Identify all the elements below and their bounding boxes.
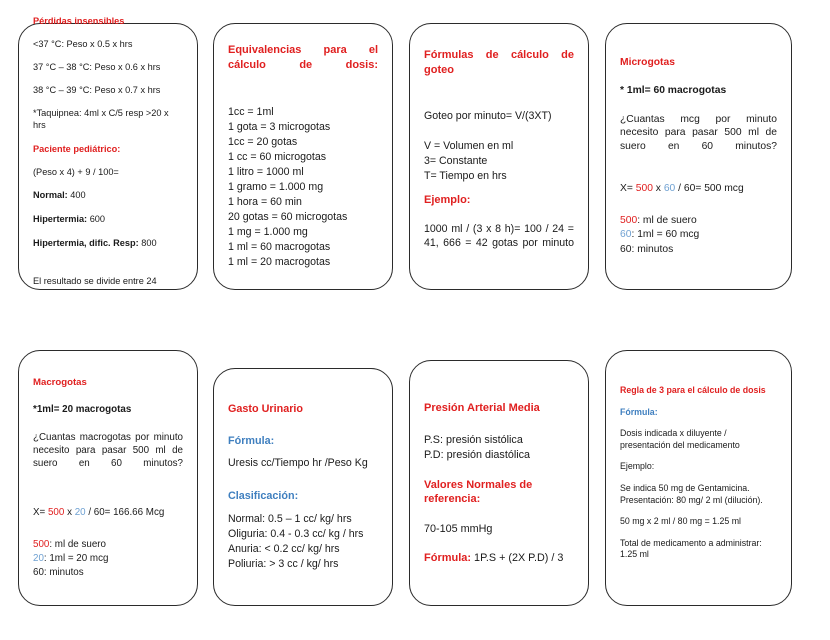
legend-text: : minutos — [43, 566, 84, 578]
list-item: Poliuria: > 3 cc / kg/ hrs — [228, 558, 339, 571]
legend-key: 60 — [33, 566, 44, 578]
reference-value: 70-105 mmHg — [424, 522, 493, 535]
equation-prefix: X= — [620, 183, 636, 195]
card-title: Regla de 3 para el cálculo de dosis — [620, 384, 766, 395]
card-microgotas — [605, 23, 792, 290]
list-item: 1cc = 20 gotas — [228, 135, 298, 148]
legend-item — [33, 538, 183, 552]
macrogotas-equation — [33, 507, 183, 520]
legend-key: 60 — [620, 243, 632, 255]
example-statement: Se indica 50 mg de Gentamicina. Presentación: 80 mg/ 2 ml (dilución). — [620, 483, 763, 505]
legend-text: : minutos — [631, 243, 674, 255]
pediatric-subtitle: Paciente pediátrico: — [33, 143, 121, 154]
card-title: Macrogotas — [33, 376, 87, 388]
formula-label: Fórmula: — [228, 434, 275, 447]
list-item: 1 mg = 1.000 mg — [228, 225, 308, 238]
legend-item — [620, 214, 777, 229]
card-title: Fórmulas de cálculo de goteo — [424, 49, 574, 76]
list-item: Oliguria: 0.4 - 0.3 cc/ kg / hrs — [228, 528, 364, 541]
example-label: Ejemplo: — [620, 461, 655, 472]
card-formulas-goteo — [409, 23, 589, 290]
microgotas-rule: * 1ml= 60 macrogotas — [620, 85, 727, 97]
value-hipertermia-label: Hipertermia: — [33, 213, 88, 224]
list-item: 1 gramo = 1.000 mg — [228, 180, 324, 193]
card-perdidas-insensibles — [18, 15, 198, 290]
temp-line-3: 38 °C – 39 °C: Peso x 0.7 x hrs — [33, 85, 161, 96]
list-item: P.D: presión diastólica — [424, 449, 531, 462]
list-item: 1 cc = 60 microgotas — [228, 150, 327, 163]
list-item: 1 ml = 20 macrogotas — [228, 255, 331, 268]
card-title: Equivalencias para el cálculo de dosis: — [228, 44, 378, 71]
value-normal — [33, 189, 183, 202]
equivalence-list — [228, 105, 378, 270]
definitions-list — [424, 433, 574, 464]
result-note: El resultado se divide entre 24 — [33, 276, 157, 287]
card-title: Pérdidas insensibles — [33, 15, 125, 26]
legend-item: 3= Constante — [424, 155, 488, 168]
macrogotas-question: ¿Cuantas macrogotas por minuto necesito para pasar 500 ml de suero en 60 minutos? — [33, 432, 183, 469]
formula-text: Dosis indicada x diluyente / presentación del medicamento — [620, 428, 740, 450]
equation-prefix: X= — [33, 506, 48, 518]
value-hipertermia-dific-number: 800 — [141, 238, 157, 249]
card-equivalencias — [213, 23, 393, 290]
list-item: Normal: 0.5 – 1 cc/ kg/ hrs — [228, 513, 352, 526]
example-text: 1000 ml / (3 x 8 h)= 100 / 24 = 41, 666 = 42 gotas por minuto — [424, 222, 574, 249]
card-title: Gasto Urinario — [228, 402, 303, 415]
legend-key: 20 — [33, 552, 44, 564]
legend-text: : 1ml = 60 mcg — [631, 229, 700, 241]
value-normal-number: 400 — [70, 189, 86, 200]
pam-formula — [424, 551, 574, 566]
list-item: 1 ml = 60 macrogotas — [228, 240, 331, 253]
goteo-formula: Goteo por minuto= V/(3XT) — [424, 110, 552, 123]
legend-text: : ml de suero — [49, 538, 106, 550]
value-normal-label: Normal: — [33, 189, 68, 200]
equation-factor: 60 — [663, 183, 676, 195]
equation-factor: 20 — [74, 506, 86, 518]
equation-operator: x — [64, 506, 75, 518]
card-macrogotas — [18, 350, 198, 606]
list-item: 1cc = 1ml — [228, 105, 274, 118]
legend-item — [620, 228, 777, 243]
microgotas-question: ¿Cuantas mcg por minuto necesito para pasar 500 ml de suero en 60 minutos? — [620, 113, 777, 152]
value-hipertermia-dific-label: Hipertermia, dific. Resp: — [33, 238, 139, 249]
legend-item — [33, 566, 183, 580]
formula-label: Fórmula: — [620, 406, 658, 417]
pediatric-values — [33, 189, 183, 250]
legend-key: 500 — [33, 538, 50, 550]
value-hipertermia-number: 600 — [89, 213, 106, 224]
legend-key: 500 — [620, 214, 638, 226]
example-calculation: 50 mg x 2 ml / 80 mg = 1.25 ml — [620, 516, 742, 527]
macrogotas-rule: *1ml= 20 macrogotas — [33, 404, 132, 416]
example-total: Total de medicamento a administrar: 1.25 ml — [620, 537, 762, 560]
list-item: 1 gota = 3 microgotas — [228, 120, 331, 133]
formula-value: 1P.S + (2X P.D) / 3 — [471, 551, 564, 564]
reference-label: Valores Normales de referencia: — [424, 478, 533, 506]
temp-line-2: 37 °C – 38 °C: Peso x 0.6 x hrs — [33, 62, 161, 73]
legend-item: V = Volumen en ml — [424, 140, 514, 152]
classification-list — [228, 512, 378, 572]
formula-text: Uresis cc/Tiempo hr /Peso Kg — [228, 457, 368, 470]
card-presion-arterial-media — [409, 360, 589, 606]
temp-line-1: <37 °C: Peso x 0.5 x hrs — [33, 38, 133, 49]
list-item: 1 hora = 60 min — [228, 195, 302, 208]
classification-label: Clasificación: — [228, 490, 299, 503]
card-regla-de-3 — [605, 350, 792, 606]
equation-volume: 500 — [635, 183, 653, 195]
list-item: P.S: presión sistólica — [424, 434, 523, 447]
card-gasto-urinario — [213, 368, 393, 606]
legend-text: : ml de suero — [637, 214, 697, 226]
legend-text: : 1ml = 20 mcg — [43, 552, 109, 564]
equation-result: / 60= 500 mcg — [675, 183, 744, 195]
equation-result: / 60= 166.66 Mcg — [85, 506, 165, 518]
goteo-legend — [424, 139, 574, 184]
legend-item — [33, 552, 183, 566]
microgotas-equation — [620, 182, 777, 196]
example-label: Ejemplo: — [424, 194, 471, 207]
list-item: 20 gotas = 60 microgotas — [228, 210, 348, 223]
value-hipertermia-dific — [33, 237, 183, 250]
microgotas-legend — [620, 214, 777, 258]
legend-key: 60 — [620, 229, 632, 241]
legend-item — [620, 243, 777, 258]
card-title: Presión Arterial Media — [424, 401, 540, 414]
equation-operator: x — [652, 183, 664, 195]
list-item: Anuria: < 0.2 cc/ kg/ hrs — [228, 543, 340, 556]
legend-item: T= Tiempo en hrs — [424, 170, 507, 183]
list-item: 1 litro = 1000 ml — [228, 165, 304, 178]
macrogotas-legend — [33, 538, 183, 580]
equation-volume: 500 — [47, 506, 65, 518]
formula-label: Fórmula: — [424, 551, 472, 564]
taquipnea-note: *Taquipnea: 4ml x C/5 resp >20 x hrs — [33, 108, 169, 131]
value-hipertermia — [33, 213, 183, 226]
card-title: Microgotas — [620, 56, 675, 68]
pediatric-formula: (Peso x 4) + 9 / 100= — [33, 166, 119, 177]
